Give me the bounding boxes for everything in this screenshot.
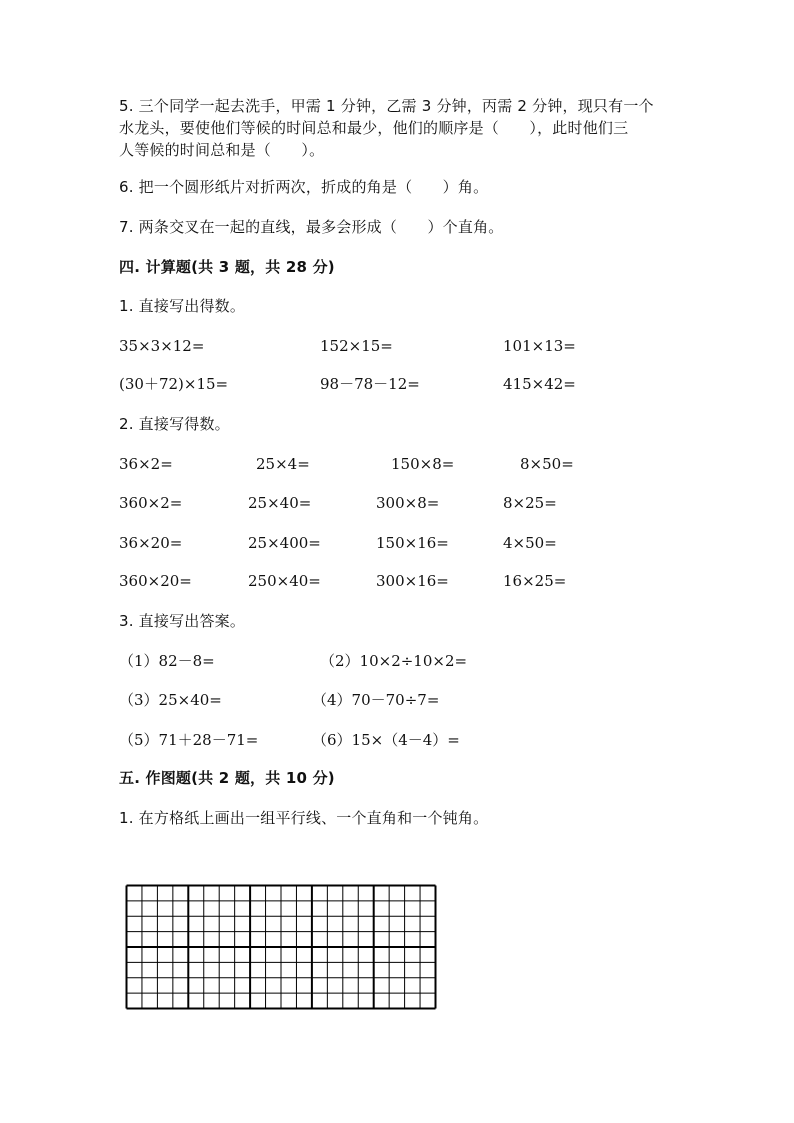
s4-p2-cell: 25×4= xyxy=(256,455,310,473)
q5-line-1: 5. 三个同学一起去洗手，甲需 1 分钟，乙需 3 分钟，丙需 2 分钟，现只有一个 xyxy=(119,97,654,115)
s4-p3-cell: （3）25×40= xyxy=(119,691,222,709)
s4-p2-cell: 360×20= xyxy=(119,572,192,590)
s4-p2-cell: 8×50= xyxy=(520,455,574,473)
s4-p1-cell: 152×15= xyxy=(320,337,393,355)
s4-p2-cell: 36×2= xyxy=(119,455,173,473)
s4-p2-cell: 8×25= xyxy=(503,494,557,512)
s4-p1-cell: 415×42= xyxy=(503,375,576,393)
s4-p2-cell: 300×8= xyxy=(376,494,440,512)
s4-p1-cell: 98－78－12= xyxy=(320,375,420,393)
s4-p3-cell: （4）70－70÷7= xyxy=(312,691,440,709)
s4-p2-cell: 25×40= xyxy=(248,494,312,512)
q5-line-3: 人等候的时间总和是（ ）。 xyxy=(119,141,325,159)
s4-p2-title: 2. 直接写得数。 xyxy=(119,415,230,433)
s4-p3-cell: （6）15×（4－4）= xyxy=(312,731,460,749)
s4-p2-cell: 36×20= xyxy=(119,534,183,552)
s5-p1-title: 1. 在方格纸上画出一组平行线、一个直角和一个钝角。 xyxy=(119,809,489,827)
s4-p2-cell: 250×40= xyxy=(248,572,321,590)
s4-p3-title: 3. 直接写出答案。 xyxy=(119,612,246,630)
s4-p1-cell: 35×3×12= xyxy=(119,337,205,355)
graph-paper-grid[interactable] xyxy=(125,884,437,1010)
s4-p3-cell: （1）82－8= xyxy=(119,652,215,670)
section-5-heading: 五. 作图题(共 2 题，共 10 分) xyxy=(119,769,335,787)
s4-p2-cell: 360×2= xyxy=(119,494,183,512)
q5-line-2: 水龙头，要使他们等候的时间总和最少，他们的顺序是（ ），此时他们三 xyxy=(119,119,629,137)
s4-p2-cell: 16×25= xyxy=(503,572,567,590)
q6-text: 6. 把一个圆形纸片对折两次，折成的角是（ ）角。 xyxy=(119,178,489,196)
s4-p3-cell: （5）71＋28－71= xyxy=(119,731,259,749)
s4-p2-cell: 25×400= xyxy=(248,534,321,552)
s4-p2-cell: 300×16= xyxy=(376,572,449,590)
s4-p1-cell: (30＋72)×15= xyxy=(119,375,229,393)
s4-p1-cell: 101×13= xyxy=(503,337,576,355)
section-4-heading: 四. 计算题(共 3 题，共 28 分) xyxy=(119,258,335,276)
s4-p2-cell: 4×50= xyxy=(503,534,557,552)
s4-p1-title: 1. 直接写出得数。 xyxy=(119,297,246,315)
s4-p2-cell: 150×8= xyxy=(391,455,455,473)
q7-text: 7. 两条交叉在一起的直线，最多会形成（ ）个直角。 xyxy=(119,218,504,236)
s4-p2-cell: 150×16= xyxy=(376,534,449,552)
s4-p3-cell: （2）10×2÷10×2= xyxy=(320,652,468,670)
